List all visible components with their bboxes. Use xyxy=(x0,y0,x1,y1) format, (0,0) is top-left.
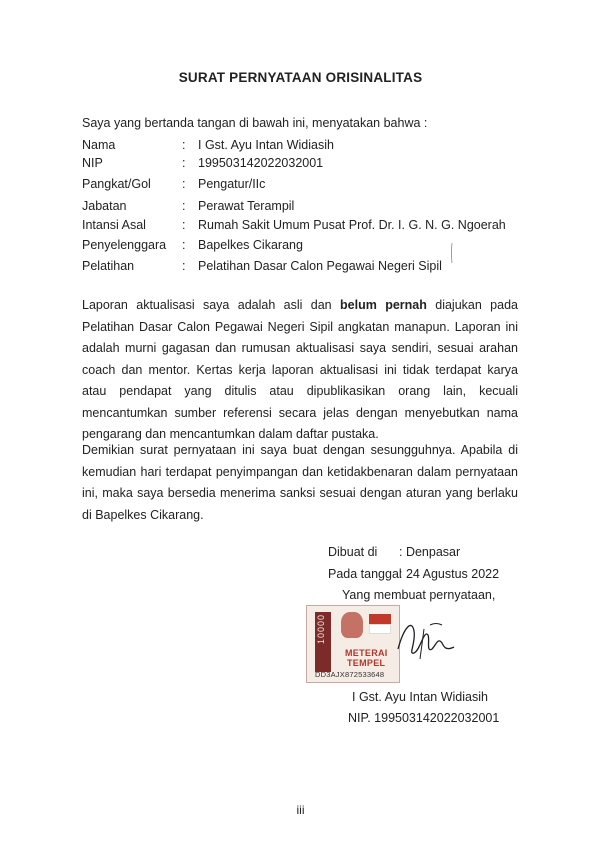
field-value: 199503142022032001 xyxy=(198,156,324,170)
field-value: Pelatihan Dasar Calon Pegawai Negeri Sipil xyxy=(198,259,442,273)
stamp-word-meterai: METERAI xyxy=(345,648,388,658)
stamp-denomination: 10000 xyxy=(316,614,326,645)
field-colon: : xyxy=(182,238,186,252)
maker-label: Yang membuat pernyataan, xyxy=(342,588,496,602)
field-colon: : xyxy=(182,177,186,191)
intro-statement: Saya yang bertanda tangan di bawah ini, menyatakan bahwa : xyxy=(82,116,428,130)
stamp-word-tempel: TEMPEL xyxy=(347,658,386,668)
handwritten-signature xyxy=(384,609,464,669)
emphasis-text: belum pernah xyxy=(340,298,427,312)
stamp-serial: DD3AJX872533648 xyxy=(315,670,385,679)
statement-paragraph-2 xyxy=(82,440,518,526)
field-value: I Gst. Ayu Intan Widiasih xyxy=(198,138,334,152)
field-colon: : xyxy=(182,138,186,152)
paragraph-text: Laporan aktualisasi saya adalah asli dan xyxy=(82,298,341,312)
page-number: iii xyxy=(296,803,305,817)
field-label: Intansi Asal xyxy=(82,218,146,232)
field-colon: : xyxy=(182,218,186,232)
field-label: Penyelenggara xyxy=(82,238,167,252)
paragraph-text: diajukan pada Pelatihan Dasar Calon Pegawai Negeri Sipil angkatan manapun. Laporan ini adalah murni gagasan dan rumusan aktualisasi saya sendiri, sesuai arahan coach dan mentor. Kertas kerja laporan aktualisasi ini tidak terdapat karya atau pendapat yang ditulis atau dipublikasikan orang lain, kecuali mencantumkan sumber referensi secara jelas dengan menyebutkan nama pengarang dan mencantumkan dalam daftar pustaka. xyxy=(82,298,518,441)
field-label: NIP xyxy=(82,156,103,170)
place-label: Dibuat di xyxy=(328,545,378,559)
field-label: Nama xyxy=(82,138,116,152)
field-colon: : xyxy=(182,259,186,273)
date-label: Pada tanggal xyxy=(328,567,402,581)
signer-name: I Gst. Ayu Intan Widiasih xyxy=(352,690,488,704)
field-value: Bapelkes Cikarang xyxy=(198,238,303,252)
stamp-denomination-bar xyxy=(315,612,331,672)
date-row xyxy=(328,567,499,581)
field-value: Perawat Terampil xyxy=(198,199,295,213)
document-title: SURAT PERNYATAAN ORISINALITAS xyxy=(178,70,423,85)
field-value: Rumah Sakit Umum Pusat Prof. Dr. I. G. N. G. Ngoerah xyxy=(198,218,506,232)
place-row xyxy=(328,545,460,559)
field-colon: : xyxy=(182,156,186,170)
field-label: Pelatihan xyxy=(82,259,135,273)
garuda-emblem-icon xyxy=(341,612,363,638)
field-label: Pangkat/Gol xyxy=(82,177,151,191)
pen-stroke-mark xyxy=(451,243,453,263)
place-value: : Denpasar xyxy=(399,545,461,559)
date-value: : 24 Agustus 2022 xyxy=(399,567,500,581)
field-value: Pengatur/IIc xyxy=(198,177,266,191)
signer-nip: NIP. 199503142022032001 xyxy=(348,711,500,725)
paragraph-text: Demikian surat pernyataan ini saya buat dengan sesungguhnya. Apabila di kemudian hari terdapat penyimpangan dan ketidakbenaran dalam pernyataan ini, maka saya bersedia menerima sanksi sesuai dengan aturan yang berlaku di Bapelkes Cikarang. xyxy=(82,443,518,522)
signature-block xyxy=(306,603,466,683)
statement-paragraph-1 xyxy=(82,295,518,446)
field-label: Jabatan xyxy=(82,199,127,213)
field-colon: : xyxy=(182,199,186,213)
